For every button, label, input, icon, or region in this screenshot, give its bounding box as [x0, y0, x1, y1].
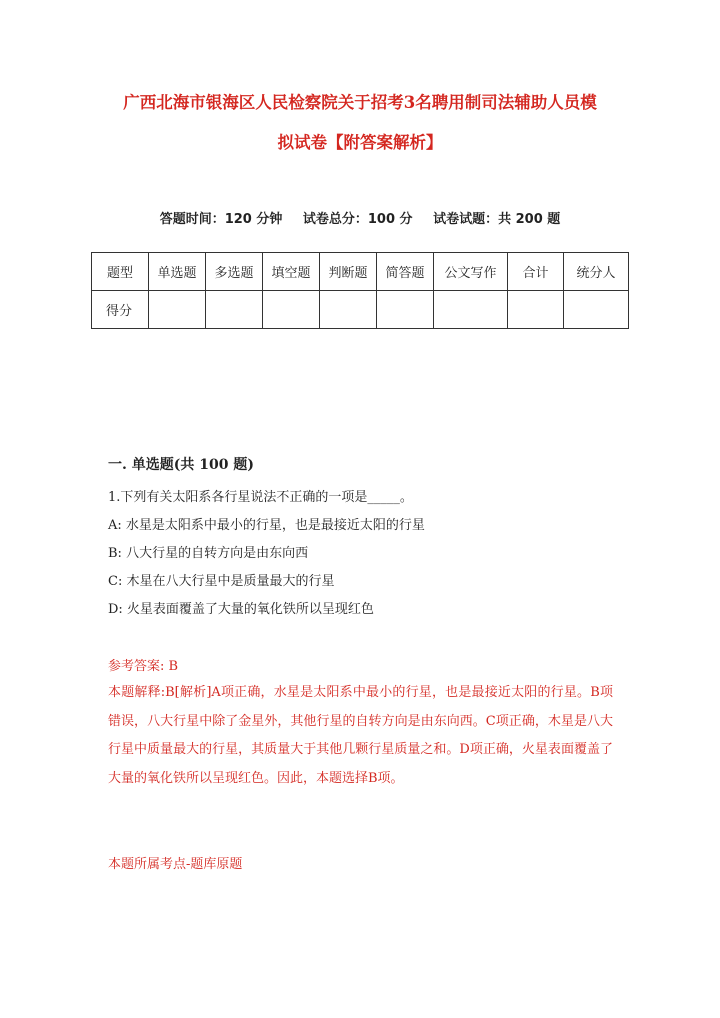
score-row-label: 得分	[92, 291, 149, 329]
score-cell	[377, 291, 434, 329]
exam-info	[0, 208, 720, 227]
page-title-line2: 拟试卷【附答案解析】	[277, 133, 443, 152]
score-header-cell: 题型	[92, 253, 149, 291]
score-table	[91, 252, 629, 329]
score-header-cell: 单选题	[149, 253, 206, 291]
score-table-header-row	[92, 253, 629, 291]
option-d: D: 火星表面覆盖了大量的氧化铁所以呈现红色	[108, 602, 374, 617]
exam-total-score: 试卷总分：100 分	[302, 212, 413, 227]
score-header-cell: 统分人	[564, 253, 629, 291]
score-header-cell: 公文写作	[434, 253, 508, 291]
score-header-cell: 多选题	[206, 253, 263, 291]
score-table-score-row	[92, 291, 629, 329]
score-header-cell: 合计	[508, 253, 564, 291]
score-header-cell: 判断题	[320, 253, 377, 291]
option-a: A: 水星是太阳系中最小的行星，也是最接近太阳的行星	[108, 518, 425, 533]
exam-time: 答题时间：120 分钟	[159, 212, 283, 227]
score-header-cell: 简答题	[377, 253, 434, 291]
option-b: B: 八大行星的自转方向是由东向西	[108, 546, 309, 561]
score-header-cell: 填空题	[263, 253, 320, 291]
score-cell	[508, 291, 564, 329]
score-cell	[564, 291, 629, 329]
exam-question-count: 试卷试题：共 200 题	[433, 212, 561, 227]
score-cell	[263, 291, 320, 329]
score-cell	[434, 291, 508, 329]
score-cell	[320, 291, 377, 329]
reference-answer: 参考答案: B	[108, 659, 179, 674]
section-title: 一. 单选题(共 100 题)	[108, 457, 254, 473]
page-title-line1: 广西北海市银海区人民检察院关于招考3名聘用制司法辅助人员模	[123, 93, 597, 112]
score-cell	[149, 291, 206, 329]
score-cell	[206, 291, 263, 329]
knowledge-point: 本题所属考点-题库原题	[108, 857, 243, 872]
question-stem: 1.下列有关太阳系各行星说法不正确的一项是_____。	[108, 490, 413, 505]
answer-explanation: 本题解释:B[解析]A项正确，水星是太阳系中最小的行星，也是最接近太阳的行星。B项错误，八大行星中除了金星外，其他行星的自转方向是由东向西。C项正确，木星是八大行星中质量最大的行星，其质量大于其他几颗行星质量之和。D项正确，火星表面覆盖了大量的氧化铁所以呈现红色。因此，本题选择B项。	[108, 685, 613, 786]
option-c: C: 木星在八大行星中是质量最大的行星	[108, 574, 335, 589]
